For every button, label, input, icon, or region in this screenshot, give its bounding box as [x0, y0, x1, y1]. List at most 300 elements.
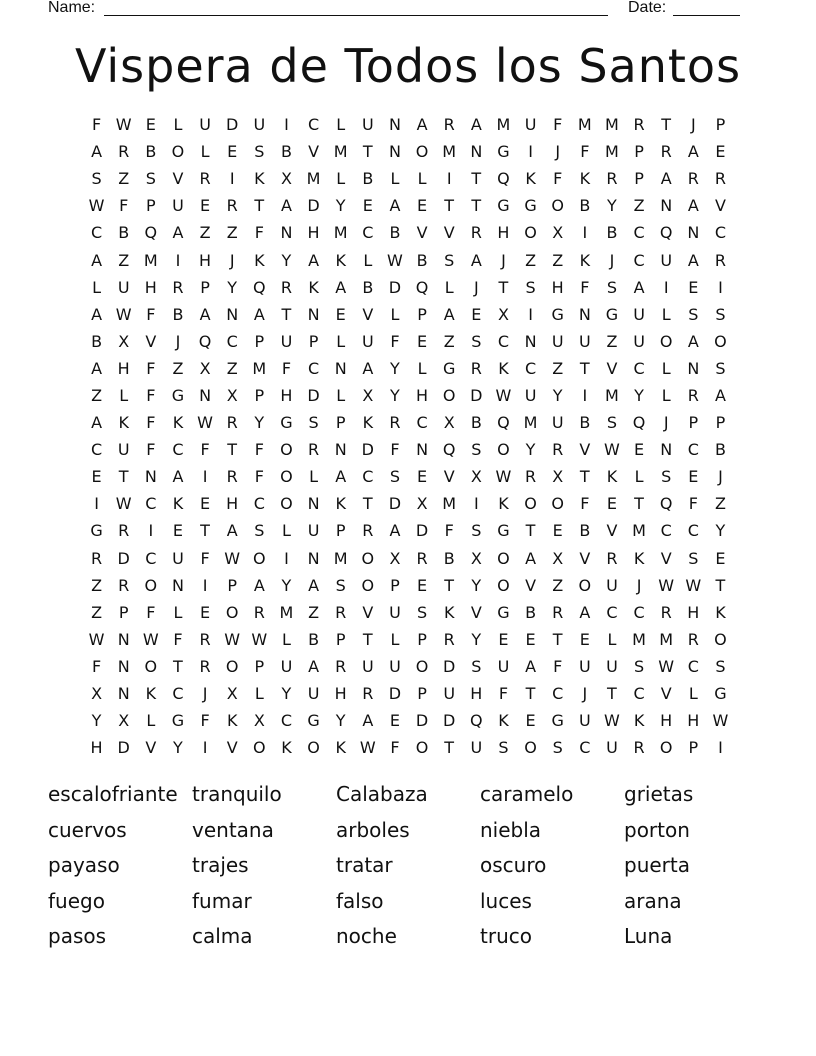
grid-cell: E [91, 467, 102, 487]
grid-cell: P [715, 413, 726, 433]
grid-cell: Y [173, 738, 183, 758]
grid-cell: T [362, 629, 373, 649]
grid-cell: W [115, 304, 132, 324]
grid-cell: V [525, 575, 537, 595]
grid-cell: C [416, 413, 428, 433]
grid-cell: R [308, 440, 320, 460]
grid-cell: S [416, 602, 428, 622]
grid-cell: M [279, 602, 294, 622]
grid-cell: V [443, 467, 455, 487]
grid-cell: A [687, 331, 699, 351]
grid-cell: U [578, 711, 591, 731]
grid-cell: R [389, 413, 401, 433]
name-line [104, 15, 608, 16]
grid-cell: R [199, 656, 211, 676]
grid-cell: R [362, 521, 374, 541]
grid-cell: J [501, 250, 506, 270]
grid-cell: S [525, 277, 536, 297]
grid-cell: Y [227, 277, 238, 297]
grid-cell: V [606, 358, 618, 378]
word-list-item: pasos [48, 924, 107, 949]
date-label: Date: [628, 0, 667, 16]
grid-cell: E [688, 467, 699, 487]
grid-cell: G [605, 304, 619, 324]
grid-cell: I [528, 142, 533, 162]
grid-cell: F [553, 656, 563, 676]
grid-cell: K [172, 413, 184, 433]
grid-cell: V [606, 521, 618, 541]
grid-cell: O [578, 575, 592, 595]
grid-cell: F [580, 142, 590, 162]
grid-cell: W [251, 629, 268, 649]
grid-cell: K [525, 169, 536, 189]
grid-cell: C [362, 467, 374, 487]
grid-cell: P [335, 629, 346, 649]
grid-cell: J [609, 250, 615, 270]
grid-cell: O [361, 575, 375, 595]
grid-cell: E [200, 196, 211, 216]
grid-cell: N [307, 548, 320, 568]
grid-cell: F [200, 548, 210, 568]
grid-cell: R [633, 738, 645, 758]
word-list-item: ventana [192, 817, 274, 842]
grid-cell: N [307, 494, 320, 514]
grid-cell: Z [118, 250, 130, 270]
grid-cell: O [144, 575, 158, 595]
grid-cell: R [687, 169, 699, 189]
grid-cell: M [252, 358, 267, 378]
grid-cell: V [145, 331, 157, 351]
grid-cell: Y [335, 196, 346, 216]
grid-cell: E [688, 277, 699, 297]
grid-cell: W [658, 656, 675, 676]
grid-cell: B [579, 413, 591, 433]
grid-cell: U [524, 115, 537, 135]
grid-cell: F [146, 413, 156, 433]
grid-cell: K [606, 467, 618, 487]
grid-cell: L [281, 521, 291, 541]
grid-cell: K [254, 169, 265, 189]
grid-cell: I [528, 304, 533, 324]
grid-cell: R [335, 656, 347, 676]
grid-cell: D [117, 738, 130, 758]
grid-cell: E [227, 142, 238, 162]
grid-cell: A [91, 358, 103, 378]
grid-cell: A [633, 277, 645, 297]
grid-cell: N [307, 304, 320, 324]
grid-cell: O [280, 467, 293, 487]
grid-cell: I [663, 277, 669, 297]
grid-cell: W [712, 711, 729, 731]
grid-cell: N [687, 358, 700, 378]
grid-cell: M [442, 494, 457, 514]
grid-cell: K [335, 738, 346, 758]
grid-cell: K [633, 548, 645, 568]
grid-cell: U [117, 440, 130, 460]
grid-cell: H [144, 277, 157, 297]
grid-cell: D [388, 494, 402, 514]
grid-cell: K [335, 494, 346, 514]
grid-cell: W [387, 250, 403, 270]
grid-cell: O [225, 602, 239, 622]
word-list-item: oscuro [480, 853, 547, 878]
grid-cell: T [634, 494, 644, 514]
grid-cell: K [443, 602, 455, 622]
grid-cell: K [335, 250, 346, 270]
grid-cell: F [146, 602, 156, 622]
grid-cell: X [226, 385, 238, 405]
grid-cell: K [281, 738, 292, 758]
grid-cell: T [579, 467, 590, 487]
grid-cell: N [416, 440, 429, 460]
grid-cell: J [473, 277, 479, 297]
grid-cell: Y [281, 250, 292, 270]
word-list-item: cuervos [48, 817, 127, 842]
grid-cell: U [606, 575, 618, 595]
grid-cell: G [171, 711, 185, 731]
grid-cell: T [498, 277, 509, 297]
grid-cell: L [281, 629, 291, 649]
grid-cell: L [390, 169, 400, 189]
grid-cell: T [118, 467, 129, 487]
grid-cell: C [253, 494, 265, 514]
grid-cell: S [715, 304, 726, 324]
grid-cell: O [280, 440, 293, 460]
grid-cell: B [172, 304, 184, 324]
word-list-item: tranquilo [192, 782, 282, 806]
grid-cell: S [471, 521, 482, 541]
grid-cell: L [173, 115, 183, 135]
grid-cell: L [309, 467, 319, 487]
grid-cell: Q [632, 413, 646, 433]
grid-cell: S [471, 331, 482, 351]
word-list-item: noche [336, 924, 397, 949]
grid-cell: Y [281, 684, 292, 704]
grid-cell: T [362, 142, 373, 162]
word-list-item: arboles [336, 817, 410, 842]
grid-cell: N [117, 629, 130, 649]
grid-cell: N [687, 223, 700, 243]
grid-cell: W [495, 385, 512, 405]
grid-cell: R [660, 142, 672, 162]
grid-cell: T [552, 629, 563, 649]
grid-cell: F [390, 738, 400, 758]
grid-cell: F [580, 277, 590, 297]
grid-cell: F [254, 223, 264, 243]
grid-cell: R [714, 169, 726, 189]
grid-cell: P [634, 169, 644, 189]
grid-cell: F [91, 115, 102, 135]
grid-cell: I [718, 277, 723, 297]
grid-cell: A [280, 196, 292, 216]
grid-cell: R [226, 413, 238, 433]
grid-cell: K [145, 684, 157, 704]
grid-cell: J [718, 467, 723, 487]
grid-cell: S [661, 467, 672, 487]
grid-cell: V [362, 602, 374, 622]
grid-cell: B [91, 331, 103, 351]
grid-cell: H [687, 711, 700, 731]
grid-cell: P [254, 331, 265, 351]
grid-cell: H [117, 358, 130, 378]
grid-cell: D [470, 385, 483, 405]
grid-cell: Y [607, 196, 617, 216]
grid-cell: U [117, 277, 130, 297]
grid-cell: N [171, 575, 184, 595]
grid-cell: R [226, 467, 238, 487]
grid-cell: S [498, 738, 509, 758]
grid-cell: E [715, 548, 726, 568]
grid-cell: O [497, 440, 510, 460]
grid-cell: O [253, 738, 266, 758]
grid-cell: W [88, 629, 105, 649]
grid-cell: R [470, 223, 482, 243]
grid-cell: M [632, 521, 646, 541]
grid-cell: P [145, 196, 156, 216]
grid-cell: A [660, 169, 672, 189]
grid-cell: V [145, 738, 157, 758]
grid-cell: W [658, 575, 675, 595]
grid-cell: X [552, 467, 564, 487]
grid-cell: S [606, 413, 618, 433]
grid-cell: C [633, 602, 645, 622]
grid-cell: B [389, 223, 401, 243]
grid-cell: C [226, 331, 238, 351]
grid-cell: G [497, 196, 510, 216]
grid-cell: M [442, 142, 457, 162]
grid-cell: U [551, 413, 564, 433]
grid-cell: A [172, 467, 184, 487]
grid-cell: Q [442, 440, 456, 460]
grid-cell: P [227, 575, 238, 595]
grid-cell: Y [390, 358, 400, 378]
grid-cell: D [307, 385, 320, 405]
grid-cell: A [308, 575, 320, 595]
grid-cell: F [146, 358, 156, 378]
grid-cell: F [200, 711, 210, 731]
word-list-item: niebla [480, 817, 542, 842]
grid-cell: L [336, 385, 346, 405]
grid-cell: N [144, 467, 157, 487]
grid-cell: E [471, 304, 482, 324]
grid-cell: P [254, 656, 265, 676]
grid-cell: F [146, 304, 156, 324]
grid-cell: R [443, 629, 455, 649]
grid-cell: U [361, 331, 374, 351]
word-list-item: Calabaza [336, 782, 428, 806]
grid-cell: E [417, 331, 428, 351]
grid-cell: N [470, 142, 483, 162]
grid-cell: E [389, 711, 400, 731]
grid-cell: D [415, 521, 429, 541]
grid-cell: W [685, 575, 702, 595]
grid-cell: S [715, 358, 726, 378]
grid-cell: U [199, 115, 211, 135]
grid-cell: N [388, 142, 401, 162]
grid-cell: A [91, 413, 103, 433]
grid-cell: S [145, 169, 156, 189]
grid-cell: N [524, 331, 537, 351]
grid-cell: M [143, 250, 158, 270]
grid-cell: R [199, 169, 211, 189]
grid-cell: L [336, 115, 346, 135]
grid-cell: D [443, 711, 456, 731]
grid-cell: H [551, 277, 564, 297]
grid-cell: K [118, 413, 129, 433]
word-list-item: falso [336, 888, 384, 913]
grid-cell: E [525, 711, 536, 731]
grid-cell: L [688, 684, 698, 704]
grid-cell: L [146, 711, 156, 731]
grid-cell: U [253, 115, 266, 135]
grid-cell: B [606, 223, 618, 243]
grid-cell: Z [199, 223, 211, 243]
grid-cell: I [446, 169, 452, 189]
grid-cell: U [606, 656, 618, 676]
grid-cell: O [280, 494, 293, 514]
grid-cell: P [715, 115, 726, 135]
grid-cell: U [172, 548, 184, 568]
grid-cell: C [714, 223, 727, 243]
grid-cell: P [417, 304, 427, 324]
grid-cell: N [660, 196, 673, 216]
grid-cell: L [417, 358, 427, 378]
grid-cell: E [145, 115, 156, 135]
grid-cell: D [388, 684, 402, 704]
grid-cell: J [663, 413, 669, 433]
grid-cell: E [362, 196, 373, 216]
grid-cell: Z [91, 575, 103, 595]
grid-cell: B [714, 440, 726, 460]
grid-cell: H [307, 223, 320, 243]
grid-cell: R [687, 629, 699, 649]
grid-cell: W [604, 440, 620, 460]
grid-cell: L [661, 385, 671, 405]
word-list-item: fumar [192, 888, 252, 913]
grid-cell: Z [525, 250, 537, 270]
grid-cell: L [661, 358, 671, 378]
grid-cell: H [280, 385, 293, 405]
grid-cell: L [444, 277, 454, 297]
grid-cell: Z [443, 331, 455, 351]
grid-cell: T [281, 304, 292, 324]
word-list-item: grietas [624, 782, 694, 806]
grid-cell: L [336, 331, 346, 351]
grid-cell: X [470, 548, 482, 568]
grid-cell: W [224, 548, 241, 568]
grid-cell: H [497, 223, 510, 243]
word-list-item: payaso [48, 853, 120, 878]
grid-cell: B [362, 277, 374, 297]
grid-cell: T [525, 521, 536, 541]
grid-cell: P [688, 413, 699, 433]
letter-grid [83, 111, 734, 761]
grid-cell: A [579, 602, 591, 622]
grid-cell: O [551, 494, 564, 514]
grid-cell: G [307, 711, 320, 731]
grid-cell: S [715, 656, 726, 676]
grid-cell: P [688, 738, 699, 758]
word-list-item: caramelo [480, 782, 574, 806]
grid-cell: K [362, 413, 374, 433]
grid-cell: V [714, 196, 726, 216]
grid-cell: U [389, 656, 401, 676]
grid-cell: M [605, 115, 619, 135]
word-list-item: escalofriante [48, 782, 178, 806]
grid-cell: S [335, 575, 346, 595]
grid-cell: T [200, 521, 210, 541]
grid-cell: Z [226, 223, 238, 243]
grid-cell: A [91, 142, 103, 162]
grid-cell: V [416, 223, 428, 243]
grid-cell: T [444, 196, 455, 216]
grid-cell: X [470, 467, 482, 487]
grid-cell: L [390, 304, 400, 324]
grid-cell: U [307, 684, 320, 704]
grid-cell: X [552, 548, 564, 568]
grid-cell: H [90, 738, 103, 758]
grid-cell: H [416, 385, 429, 405]
grid-cell: C [307, 115, 320, 135]
grid-cell: C [172, 440, 184, 460]
grid-cell: C [687, 440, 699, 460]
grid-cell: A [362, 358, 374, 378]
grid-cell: S [254, 142, 265, 162]
header [48, 0, 748, 18]
grid-cell: M [605, 142, 619, 162]
grid-cell: E [417, 575, 428, 595]
grid-cell: W [115, 494, 132, 514]
grid-cell: F [119, 196, 129, 216]
grid-cell: O [714, 629, 727, 649]
grid-cell: R [199, 629, 211, 649]
grid-cell: A [389, 521, 401, 541]
grid-cell: A [253, 575, 265, 595]
grid-cell: A [172, 223, 184, 243]
grid-cell: X [199, 358, 211, 378]
grid-cell: M [333, 142, 348, 162]
grid-cell: N [334, 440, 347, 460]
grid-cell: P [118, 602, 129, 622]
grid-cell: W [115, 115, 132, 135]
grid-cell: V [172, 169, 184, 189]
grid-cell: F [173, 629, 183, 649]
grid-cell: F [146, 385, 156, 405]
grid-cell: R [606, 169, 618, 189]
grid-cell: B [443, 548, 455, 568]
grid-cell: N [578, 304, 591, 324]
grid-cell: C [633, 250, 645, 270]
grid-cell: D [443, 656, 456, 676]
grid-cell: Z [226, 358, 238, 378]
grid-cell: G [714, 684, 727, 704]
grid-cell: A [226, 521, 238, 541]
grid-cell: I [202, 467, 208, 487]
grid-cell: W [495, 467, 512, 487]
grid-cell: D [388, 277, 402, 297]
grid-cell: Q [659, 494, 673, 514]
word-list-item: fuego [48, 888, 105, 913]
grid-cell: O [144, 656, 158, 676]
grid-cell: I [284, 548, 289, 568]
grid-cell: A [389, 196, 401, 216]
word-list-item: porton [624, 817, 690, 842]
grid-cell: B [280, 142, 292, 162]
grid-cell: R [416, 548, 428, 568]
grid-cell: T [715, 575, 726, 595]
grid-cell: Y [715, 521, 726, 541]
grid-cell: T [525, 684, 536, 704]
